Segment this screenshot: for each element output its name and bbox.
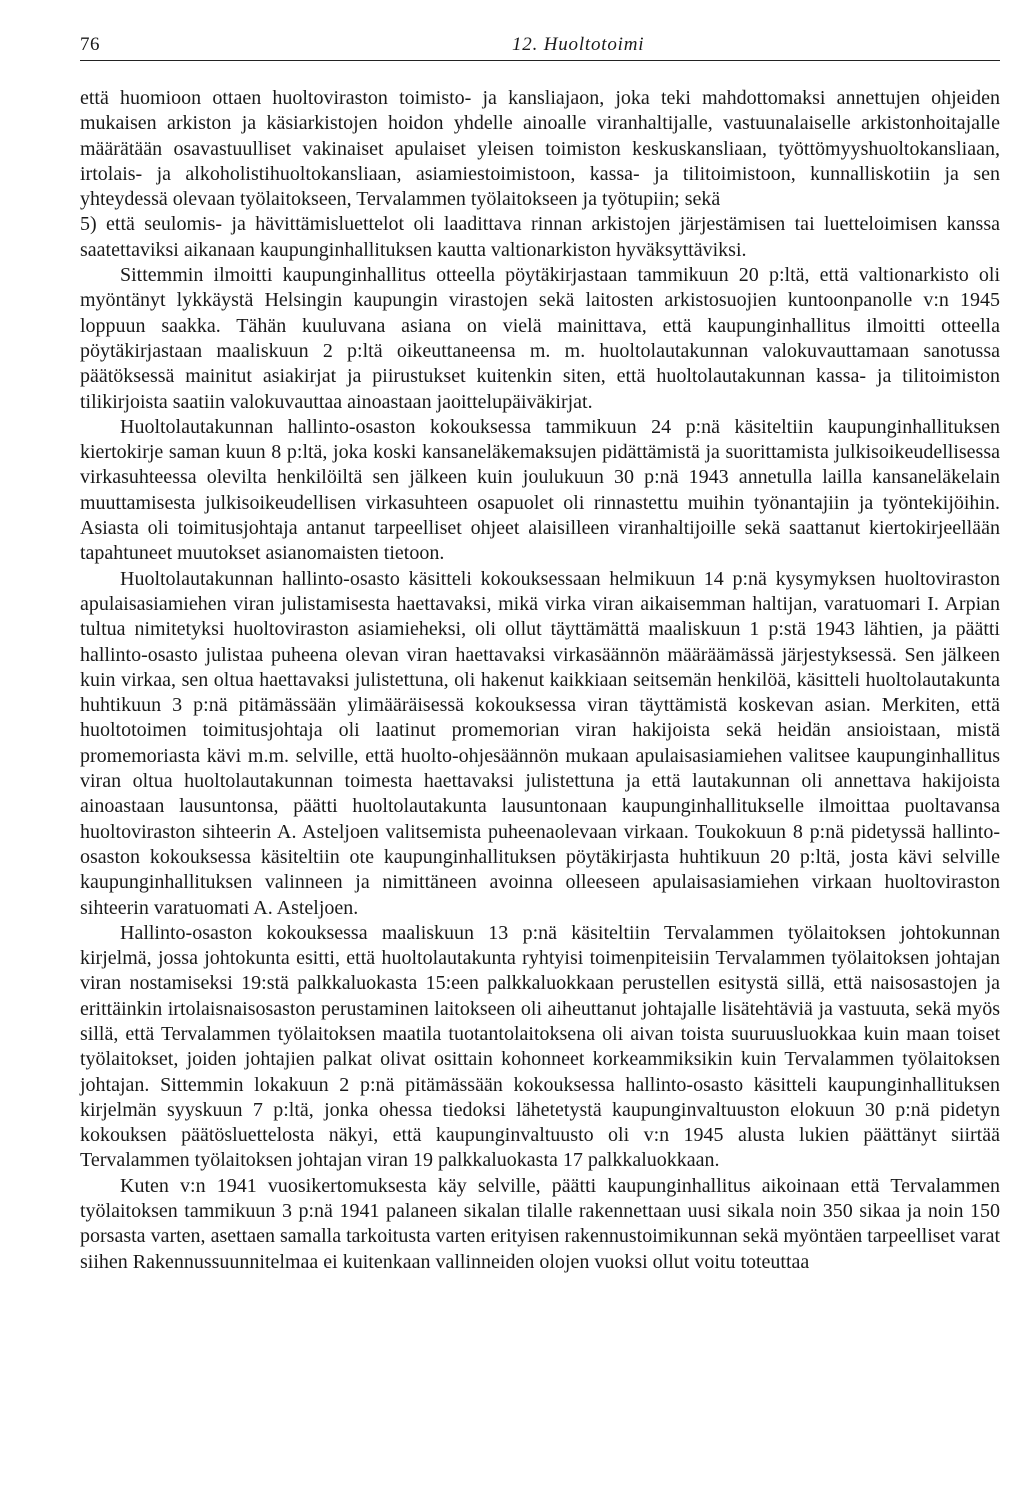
paragraph-tervalampi-director: Hallinto-osaston kokouksessa maaliskuun 13 p:nä käsiteltiin Tervalammen työlaitoksen johtokunnan kirjelmä, jossa johtokunta esitti, että huoltolautakunta ryhtyisi toimenpiteisiin Tervalammen työlaitoksen johtajan viran nostamiseksi 19:stä palkkaluokasta 15:een palkkaluokkaan perustellen esitystä sillä, että naisosastojen ja erittäinkin irtolaisnaisosaston perustaminen laitokseen oli aiheuttanut johtajalle lisätehtäviä ja vastuuta, sekä myös sillä, että Tervalammen työlaitoksen maatila tuotantolaitoksena oli aivan toista suuruusluokkaa kuin maan toiset työlaitokset, joiden johtajien palkat olivat osittain kohonneet korkeammiksikin kuin Tervalammen työlaitoksen johtajan. Sittemmin lokakuun 2 p:nä pitämässään kokouksessa hallinto-osasto käsitteli kaupunginhallituksen kirjelmän syyskuun 7 p:ltä, jonka ohessa tiedoksi lähetetystä kaupunginvaltuuston elokuun 30 p:nä pidetyn kokouksen päätösluettelosta näkyi, että kaupunginvaltuusto oli v:n 1945 alusta lukien päättänyt siirtää Tervalammen työlaitoksen johtajan viran 19 palkkaluokasta 17 palkkaluokkaan. [80, 921, 1000, 1172]
running-header [80, 30, 1000, 61]
body-text [80, 86, 1000, 1275]
paragraph-item-5: 5) että seulomis- ja hävittämisluettelot oli laadittava rinnan arkistojen järjestämisen tai luetteloimisen kanssa saatettaviksi aikanaan kaupunginhallituksen kautta valtionarkiston hyväksyttäviksi. [80, 213, 1000, 261]
paragraph-continuation: että huomioon ottaen huoltoviraston toimisto- ja kansliajaon, joka teki mahdottomaksi annettujen ohjeiden mukaisen arkiston ja käsiarkistojen hoidon yhdelle ainoalle viranhaltijalle, vastuunalaiselle arkistonhoitajalle määrätään osavastuulliset vakinaiset apulaiset yleisen toimiston keskuskansliaan, työttömyyshuoltokansliaan, irtolais- ja alkoholistihuoltokansliaan, asiamiestoimistoon, kassa- ja tilitoimistoon, kunnalliskotiin ja sen yhteydessä olevaan työlaitokseen, Tervalammen työlaitokseen ja työtupiin; sekä [80, 87, 1000, 211]
paragraph-pension-contributions: Huoltolautakunnan hallinto-osaston kokouksessa tammikuun 24 p:nä käsiteltiin kaupunginhallituksen kiertokirje saman kuun 8 p:ltä, joka koski kansaneläkemaksujen pidättämistä ja suorittamista julkisoikeudellisessa virkasuhteessa olevilta henkilöiltä sen jälkeen kuin joulukuun 30 p:nä 1943 annetulla lailla kansaneläkelain muuttamisesta julkisoikeudellisen virkasuhteen osapuolet oli rinnastettu muihin työnantajiin ja työntekijöihin. Asiasta oli toimitusjohtaja antanut tarpeelliset ohjeet alaisilleen viranhaltijoille sekä saattanut kiertokirjeellään tapahtuneet muutokset asianomaisten tietoon. [80, 415, 1000, 565]
page-number: 76 [80, 34, 100, 55]
section-title: 12. Huoltotoimi [512, 34, 645, 55]
paragraph-piggery: Kuten v:n 1941 vuosikertomuksesta käy selville, päätti kaupunginhallitus aikoinaan että Tervalammen työlaitoksen tammikuun 3 p:nä 1941 palaneen sikalan tilalle rakennettaan uusi sikala noin 350 sikaa ja noin 150 porsasta varten, asettaen samalla tarkoitusta varten erityisen rakennustoimikunnan sekä myöntäen tarpeelliset varat siihen Rakennussuunnitelmaa ei kuitenkaan vallinneiden olojen vuoksi ollut voitu toteuttaa [80, 1174, 1000, 1273]
paragraph-assistant-attorney: Huoltolautakunnan hallinto-osasto käsitteli kokouksessaan helmikuun 14 p:nä kysymyksen huoltoviraston apulaisasiamiehen viran julistamisesta haettavaksi, mikä virka viran aikaisemman haltijan, varatuomari I. Arpian tultua nimitetyksi huoltoviraston asiamieheksi, oli ollut täyttämättä maaliskuun 1 p:stä 1943 lähtien, ja päätti hallinto-osasto julistaa puheena olevan viran haettavaksi virkasäännön määräämässä järjestyksessä. Sen jälkeen kuin virkaa, sen oltua haettavaksi julistettuna, oli hakenut kaikkiaan seitsemän henkilöä, käsitteli huoltolautakunta huhtikuun 3 p:nä pitämässään ylimääräisessä kokouksessa viran täyttämistä koskevan asian. Merkiten, että huoltotoimen toimitusjohtaja oli laatinut promemorian viran hakijoista sekä heidän ansioistaan, mistä promemoriasta kävi m.m. selville, että huolto-ohjesäännön mukaan apulaisasiamiehen valitsee kaupunginhallitus viran oltua huoltolautakunnan toimesta haettavaksi julistettuna ja että lautakunnan oli annettava hakijoista ainoastaan lausuntonsa, päätti huoltolautakunta lausuntonaan kaupunginhallitukselle ilmoittaa puoltavansa huoltoviraston sihteerin A. Asteljoen valitsemista puheenaolevaan virkaan. Toukokuun 8 p:nä pidetyssä hallinto-osaston kokouksessa käsiteltiin ote kaupunginhallituksen pöytäkirjasta huhtikuun 20 p:ltä, josta kävi selville kaupunginhallituksen valinneen ja nimittäneen avoinna olleeseen apulaisasiamiehen virkaan huoltoviraston sihteerin varatuomati A. Asteljoen. [80, 567, 1000, 919]
paragraph-archive-postponement: Sittemmin ilmoitti kaupunginhallitus otteella pöytäkirjastaan tammikuun 20 p:ltä, että valtionarkisto oli myöntänyt lykkäystä Helsingin kaupungin virastojen sekä laitosten arkistosuojien kuntoonpanolle v:n 1945 loppuun saakka. Tähän kuuluvana asiana on vielä mainittava, että kaupunginhallitus ilmoitti otteella pöytäkirjastaan maaliskuun 2 p:ltä oikeuttaneensa m. m. huoltolautakunnan valokuvauttamaan sanotussa päätöksessä mainitut asiakirjat ja piirustukset kuitenkin siten, että huoltolautakunnan kassa- ja tilitoimiston tilikirjoista saatiin valokuvauttaa ainoastaan jaoittelupäiväkirjat. [80, 264, 1000, 413]
